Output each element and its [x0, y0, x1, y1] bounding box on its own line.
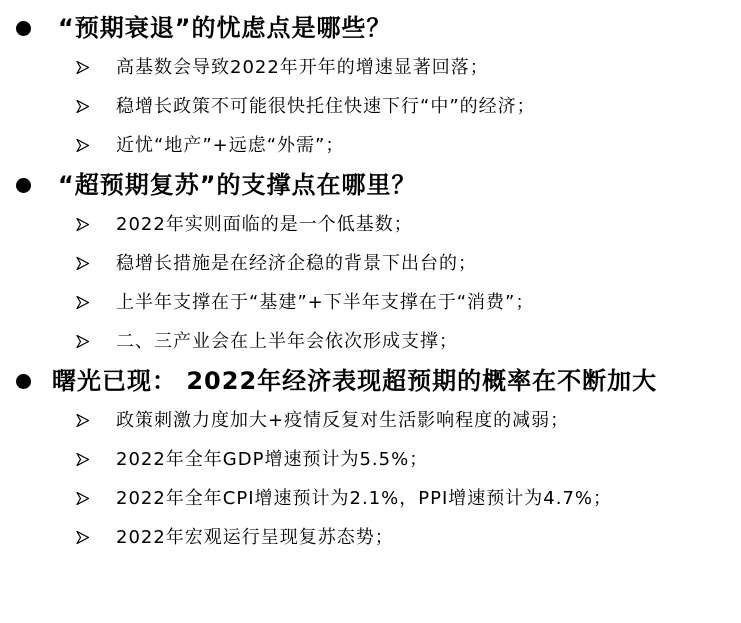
list-item	[0, 244, 741, 283]
list-item	[0, 440, 741, 479]
section-heading-text: “预期衰退”的忧虑点是哪些？	[58, 14, 392, 42]
list-item-text: 稳增长措施是在经济企稳的背景下出台的；	[116, 253, 477, 274]
list-item-text: 上半年支撑在于“基建”+下半年支撑在于“消费”；	[116, 292, 535, 313]
arrowhead-bullet-icon	[76, 453, 89, 466]
arrowhead-bullet-icon	[76, 296, 89, 309]
list-item-text: 二、三产业会在上半年会依次形成支撑；	[116, 331, 458, 352]
section-heading	[0, 361, 741, 401]
round-bullet-icon	[16, 374, 31, 389]
list-item-text: 2022年全年CPI增速预计为2.1%，PPI增速预计为4.7%；	[116, 488, 613, 509]
round-bullet-icon	[16, 178, 31, 193]
arrowhead-bullet-icon	[76, 139, 89, 152]
list-item-text: 2022年全年GDP增速预计为5.5%；	[116, 449, 429, 470]
list-item-text: 近忧“地产”+远虑“外需”；	[116, 135, 345, 156]
list-item	[0, 322, 741, 361]
section-recession-concerns	[0, 8, 741, 165]
list-item-text: 2022年实则面临的是一个低基数；	[116, 214, 413, 235]
arrowhead-bullet-icon	[76, 100, 89, 113]
arrowhead-bullet-icon	[76, 61, 89, 74]
list-item-text: 政策刺激力度加大+疫情反复对生活影响程度的减弱；	[116, 410, 570, 431]
list-item	[0, 87, 741, 126]
list-item	[0, 518, 741, 557]
list-item	[0, 205, 741, 244]
section-heading	[0, 165, 741, 205]
section-recovery-support	[0, 165, 741, 361]
round-bullet-icon	[16, 21, 31, 36]
arrowhead-bullet-icon	[76, 492, 89, 505]
list-item	[0, 48, 741, 87]
section-heading-text: “超预期复苏”的支撑点在哪里？	[58, 171, 417, 199]
list-item-text: 高基数会导致2022年开年的增速显著回落；	[116, 57, 489, 78]
section-heading-text: 曙光已现： 2022年经济表现超预期的概率在不断加大	[52, 367, 658, 395]
arrowhead-bullet-icon	[76, 414, 89, 427]
list-item-text: 稳增长政策不可能很快托住快速下行“中”的经济；	[116, 96, 536, 117]
list-item	[0, 283, 741, 322]
section-heading	[0, 8, 741, 48]
list-item	[0, 401, 741, 440]
arrowhead-bullet-icon	[76, 257, 89, 270]
arrowhead-bullet-icon	[76, 335, 89, 348]
arrowhead-bullet-icon	[76, 531, 89, 544]
list-item-text: 2022年宏观运行呈现复苏态势；	[116, 527, 394, 548]
arrowhead-bullet-icon	[76, 218, 89, 231]
section-outlook	[0, 361, 741, 557]
list-item	[0, 126, 741, 165]
list-item	[0, 479, 741, 518]
